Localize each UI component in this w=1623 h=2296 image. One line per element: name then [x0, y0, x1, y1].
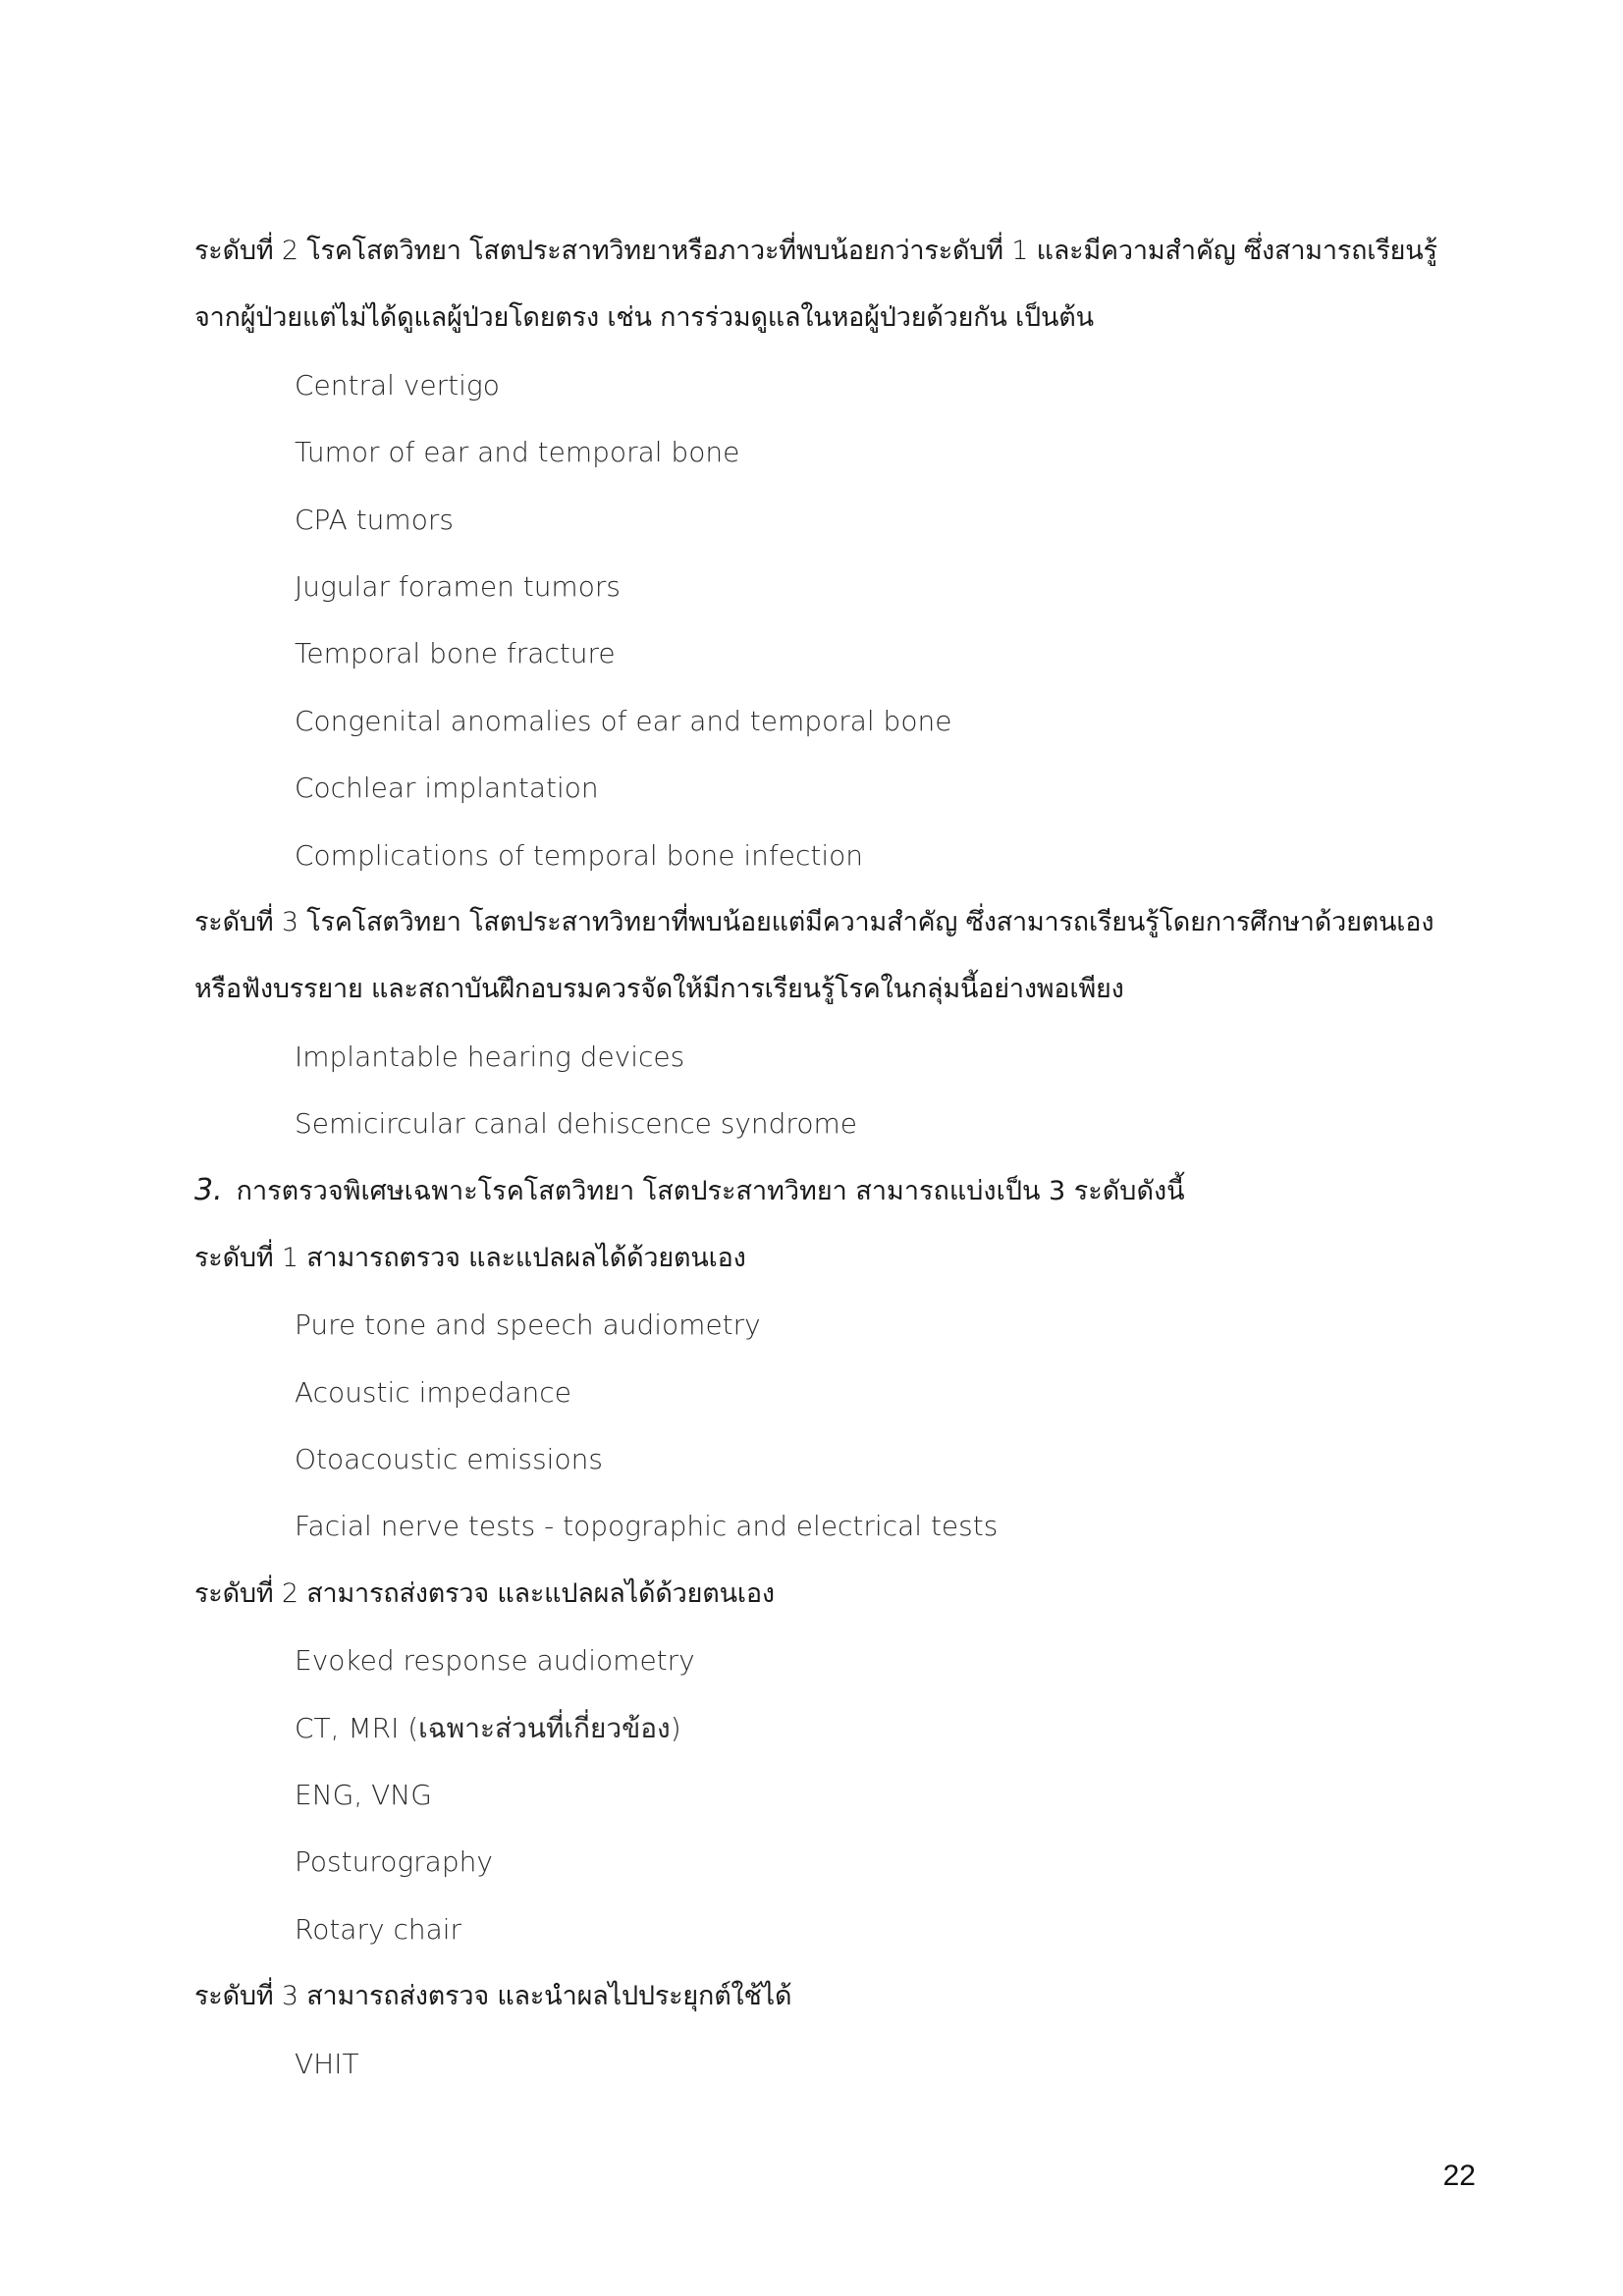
list-item: CT, MRI (เฉพาะส่วนที่เกี่ยวข้อง) — [295, 1711, 681, 1744]
level-2-description-line-1: ระดับที่ 2 โรคโสตวิทยา โสตประสาทวิทยาหรือภาวะที่พบน้อยกว่าระดับที่ 1 และมีความสำคัญ ซึ่งสามารถเรียนรู้ — [194, 236, 1437, 266]
list-item: Cochlear implantation — [295, 772, 599, 805]
section-heading-text: การตรวจพิเศษเฉพาะโรคโสตวิทยา โสตประสาทวิทยา สามารถแบ่งเป็น 3 ระดับดังนี้ — [236, 1176, 1185, 1207]
list-item: Rotary chair — [295, 1912, 462, 1946]
list-item: Semicircular canal dehiscence syndrome — [295, 1107, 857, 1141]
list-item: Pure tone and speech audiometry — [295, 1308, 761, 1342]
list-item: Congenital anomalies of ear and temporal bone — [295, 704, 952, 737]
list-item: Otoacoustic emissions — [295, 1443, 603, 1476]
section-heading — [194, 1157, 1490, 1224]
level-3-description-line-2: หรือฟังบรรยาย และสถาบันฝึกอบรมควรจัดให้มีการเรียนรู้โรคในกลุ่มนี้อย่างพอเพียง — [194, 974, 1124, 1005]
list-item: VHIT — [295, 2047, 359, 2080]
list-item: Jugular foramen tumors — [295, 569, 621, 603]
page-number: 22 — [1442, 2160, 1476, 2192]
level-3-description-line-1: ระดับที่ 3 โรคโสตวิทยา โสตประสาทวิทยาที่พบน้อยแต่มีความสำคัญ ซึ่งสามารถเรียนรู้โดยการศึกษาด้วยตนเอง — [194, 906, 1434, 937]
level-2-description-line-2: จากผู้ป่วยแต่ไม่ได้ดูแลผู้ป่วยโดยตรง เช่น การร่วมดูแลในหอผู้ป่วยด้วยกัน เป็นต้น — [194, 302, 1094, 334]
test-level-2-heading: ระดับที่ 2 สามารถส่งตรวจ และแปลผลได้ด้วยตนเอง — [194, 1577, 775, 1609]
page-content — [194, 218, 1490, 2098]
list-item: CPA tumors — [295, 503, 454, 536]
list-item: ENG, VNG — [295, 1778, 432, 1811]
list-item: Central vertigo — [295, 368, 500, 401]
test-level-3-heading: ระดับที่ 3 สามารถส่งตรวจ และนำผลไปประยุกต์ใช้ได้ — [194, 1981, 792, 2012]
list-item: Evoked response audiometry — [295, 1644, 695, 1678]
list-item: Complications of temporal bone infection — [295, 838, 864, 872]
list-item: Tumor of ear and temporal bone — [295, 436, 740, 469]
list-item: Temporal bone fracture — [295, 637, 616, 670]
test-level-1-heading: ระดับที่ 1 สามารถตรวจ และแปลผลได้ด้วยตนเอง — [194, 1242, 746, 1273]
list-item: Facial nerve tests - topographic and electrical tests — [295, 1510, 999, 1543]
list-item: Posturography — [295, 1845, 493, 1879]
list-item: Implantable hearing devices — [295, 1040, 685, 1073]
list-item: Acoustic impedance — [295, 1375, 571, 1409]
section-number: 3. — [194, 1173, 223, 1208]
